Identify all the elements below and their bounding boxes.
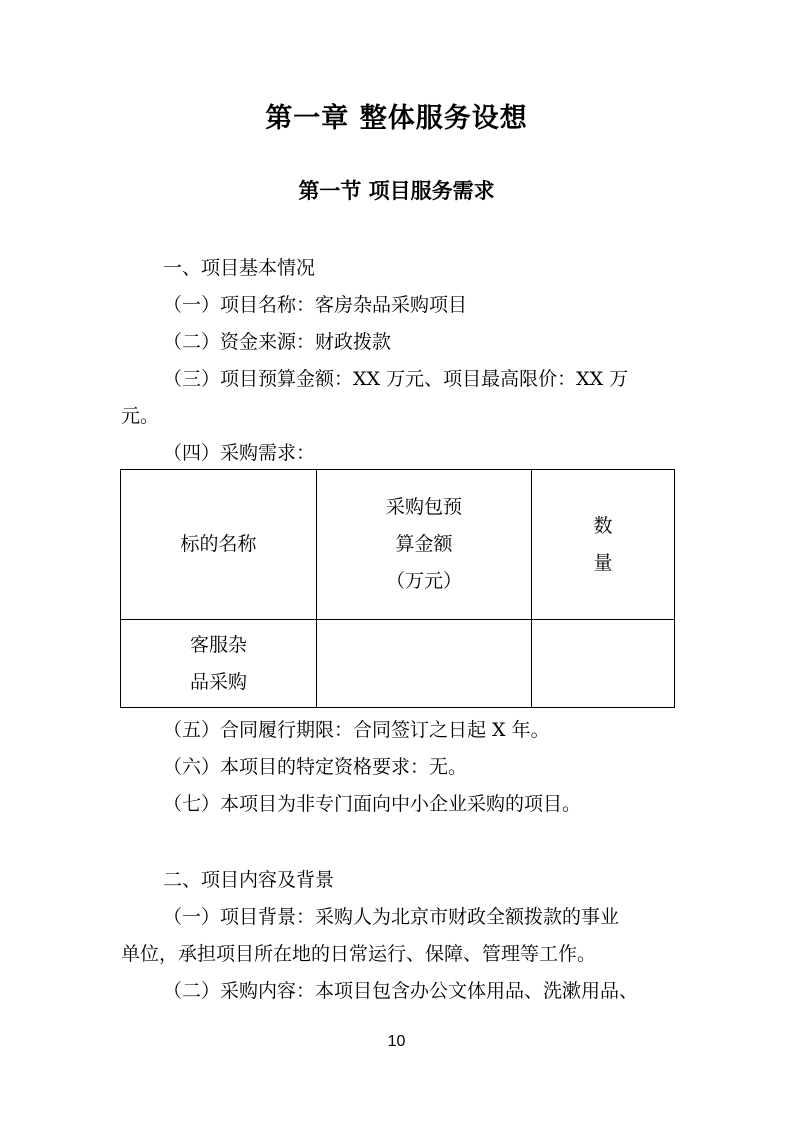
page-number: 10 (387, 1033, 406, 1050)
funding-source-line: （二）资金来源：财政拨款 (163, 331, 392, 353)
header-quantity: 数量 (532, 470, 675, 620)
budget-line-1: （三）项目预算金额：XX 万元、项目最高限价：XX 万 (163, 368, 629, 390)
qualification-line: （六）本项目的特定资格要求：无。 (163, 756, 468, 778)
cell-package-budget (317, 620, 532, 708)
cell-subject-name: 客服杂品采购 (121, 620, 317, 708)
procurement-needs-line: （四）采购需求： (163, 442, 316, 464)
background-line-1: （一）项目背景：采购人为北京市财政全额拨款的事业 (163, 906, 620, 928)
section-title: 第一节 项目服务需求 (298, 179, 495, 203)
requirements-table (120, 469, 675, 708)
background-line-2: 单位，承担项目所在地的日常运行、保障、管理等工作。 (121, 943, 597, 965)
cell-quantity (532, 620, 675, 708)
project-name-line: （一）项目名称：客房杂品采购项目 (163, 294, 468, 316)
content-line-1: （二）采购内容：本项目包含办公文体用品、洗漱用品、 (163, 980, 639, 1002)
header-subject-name: 标的名称 (121, 470, 317, 620)
sme-line: （七）本项目为非专门面向中小企业采购的项目。 (163, 793, 582, 815)
header-package-budget: 采购包预算金额（万元） (317, 470, 532, 620)
budget-line-2: 元。 (121, 405, 160, 427)
part2-heading: 二、项目内容及背景 (163, 869, 335, 891)
contract-term-line: （五）合同履行期限：合同签订之日起 X 年。 (163, 719, 550, 741)
table-row (121, 620, 675, 708)
chapter-title: 第一章 整体服务设想 (265, 103, 528, 134)
part1-heading: 一、项目基本情况 (163, 257, 316, 279)
table-header-row (121, 470, 675, 620)
